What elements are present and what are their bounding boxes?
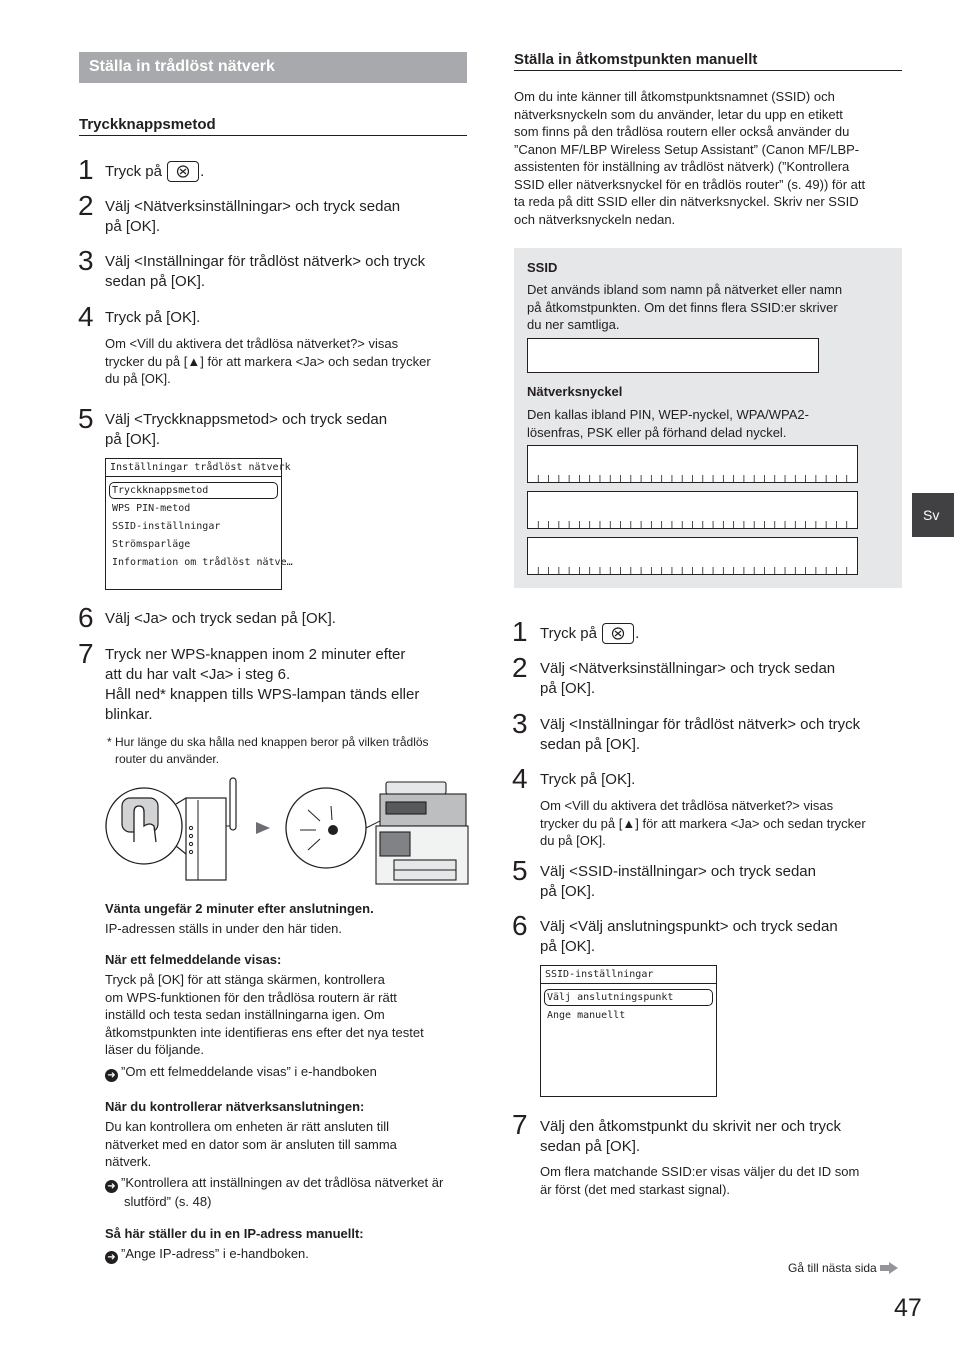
step-text [540, 659, 835, 699]
next-page-label: Gå till nästa sida [788, 1261, 877, 1275]
step-text-after: . [200, 163, 205, 180]
lcd-menu-item: Tryckknappsmetod [112, 485, 209, 496]
note-line: Om <Vill du aktivera det trådlösa nätverket?> visas [540, 798, 834, 813]
lcd-menu-item: Ange manuellt [547, 1010, 626, 1021]
section-banner [79, 52, 467, 83]
intro-line: och nätverksnyckeln nedan. [514, 211, 676, 227]
intro-line: ta reda på ditt SSID eller din nätverksnyckel. Skriv ner SSID [514, 194, 859, 209]
credentials-box [514, 248, 902, 588]
step-text-before: Tryck på [105, 163, 167, 180]
error-line: åtkomstpunkten inte identifieras ens efter det nya testet [105, 1024, 424, 1040]
reference-text: ”Om ett felmeddelande visas” i e-handboken [121, 1064, 377, 1079]
intro-text [514, 88, 865, 228]
step-number: 3 [78, 245, 94, 276]
step-text: Välj <Ja> och tryck sedan på [OK]. [105, 610, 336, 627]
step-line: Välj <Nätverksinställningar> och tryck sedan [540, 660, 836, 677]
step-line: på [OK]. [105, 218, 161, 235]
step-number: 1 [78, 154, 94, 185]
network-key-field-3[interactable] [527, 537, 858, 575]
lcd-menu-item: Strömsparläge [112, 539, 191, 550]
reference-text: slutförd” (s. 48) [124, 1194, 212, 1209]
step-line: på [OK]. [540, 883, 596, 900]
error-line: läser du följande. [105, 1042, 205, 1057]
step-number: 1 [512, 616, 528, 647]
key-field-ticks [528, 475, 857, 482]
subsection-heading: Ställa in åtkomstpunkten manuellt [514, 51, 902, 71]
key-line: Den kallas ibland PIN, WEP-nyckel, WPA/WPA2- [527, 407, 809, 422]
step-note [540, 797, 866, 850]
step-line: Välj <SSID-inställningar> och tryck sedan [540, 863, 816, 880]
error-line: inställd och testa sedan inställningarna igen. Om [105, 1007, 385, 1022]
step-line: sedan på [OK]. [540, 1138, 641, 1155]
key-field-ticks [528, 567, 857, 574]
printer-icon [376, 782, 468, 884]
step-line: Välj <Tryckknappsmetod> och tryck sedan [105, 411, 388, 428]
note-line: Om <Vill du aktivera det trådlösa nätverket?> visas [105, 336, 399, 351]
footnote-line: router du använder. [115, 751, 220, 766]
reference-arrow-icon: ➜ [105, 1251, 118, 1264]
ssid-line: på åtkomstpunkten. Om det finns flera SSID:er skriver [527, 299, 838, 315]
reference-text: ”Kontrollera att inställningen av det trådlösa nätverket är [121, 1175, 444, 1190]
key-line: lösenfras, PSK eller på förhand delad nyckel. [527, 424, 787, 440]
language-tab [912, 493, 954, 537]
step-line: på [OK]. [540, 938, 596, 955]
section-title: Ställa in trådlöst nätverk [89, 58, 275, 75]
step-line: Välj <Välj anslutningspunkt> och tryck sedan [540, 918, 838, 935]
step-number: 7 [78, 638, 94, 669]
network-key-field-2[interactable] [527, 491, 858, 529]
step-text [105, 645, 419, 725]
step-number: 4 [512, 763, 528, 794]
step-line: Välj den åtkomstpunkt du skrivit ner och tryck [540, 1118, 841, 1135]
network-key-field-1[interactable] [527, 445, 858, 483]
lcd-screen [540, 965, 717, 1097]
footnote [107, 734, 429, 767]
wait-title: Vänta ungefär 2 minuter efter anslutningen. [105, 901, 374, 916]
step-number: 6 [78, 602, 94, 633]
step-text: Tryck på [OK]. [540, 771, 636, 788]
step-text [105, 197, 400, 237]
note-line: du på [OK]. [105, 371, 171, 386]
step-text [105, 252, 425, 292]
error-text [105, 971, 424, 1059]
wps-illustration [104, 776, 470, 886]
step-number: 4 [78, 301, 94, 332]
ssid-title: SSID [527, 260, 558, 275]
lcd-header: Inställningar trådlöst nätverk [110, 462, 291, 473]
intro-line: Om du inte känner till åtkomstpunktsnamnet (SSID) och [514, 89, 835, 104]
step-number: 2 [512, 652, 528, 683]
hand-press-icon [106, 788, 182, 864]
network-key-description [527, 406, 809, 441]
step-number: 3 [512, 708, 528, 739]
language-tab-label: Sv [923, 507, 940, 523]
step-text [540, 715, 860, 755]
step-number: 6 [512, 910, 528, 941]
arrow-right-icon [880, 1262, 898, 1274]
step-text [540, 917, 838, 957]
reference-text: ”Ange IP-adress” i e-handboken. [121, 1246, 309, 1261]
check-text [105, 1118, 397, 1171]
ip-reference [105, 1245, 309, 1264]
settings-key-icon [602, 623, 634, 644]
step-line: på [OK]. [105, 431, 161, 448]
intro-line: nätverksnyckeln som du använder, letar du upp en etikett [514, 106, 843, 122]
reference-arrow-icon: ➜ [105, 1180, 118, 1193]
step-text [540, 862, 816, 902]
step-number: 2 [78, 190, 94, 221]
subsection-heading: Tryckknappsmetod [79, 116, 467, 136]
intro-line: som finns på den trådlösa routern eller också använder du [514, 124, 850, 139]
check-line: nätverket med en dator som är ansluten till samma [105, 1136, 397, 1152]
footnote-line: * Hur länge du ska hålla ned knappen beror på vilken trådlös [107, 735, 429, 749]
wait-text: IP-adressen ställs in under den här tiden. [105, 921, 343, 936]
check-reference [105, 1174, 443, 1211]
step-line: Välj <Nätverksinställningar> och tryck sedan [105, 198, 401, 215]
lcd-menu-item: Information om trådlöst nätve… [112, 557, 293, 568]
note-line: du på [OK]. [540, 833, 606, 848]
step-text [540, 1117, 841, 1157]
ssid-line: du ner samtliga. [527, 317, 620, 332]
arrow-right-icon [256, 822, 270, 834]
check-title: När du kontrollerar nätverksanslutningen: [105, 1099, 365, 1114]
step-line: blinkar. [105, 706, 153, 723]
error-title: När ett felmeddelande visas: [105, 952, 282, 967]
key-field-ticks [528, 521, 857, 528]
step-line: Välj <Inställningar för trådlöst nätverk> och tryck [105, 253, 426, 270]
note-line: trycker du på [▲] för att markera <Ja> och sedan trycker [540, 815, 866, 831]
step-text-after: . [635, 625, 640, 642]
step-number: 7 [512, 1109, 528, 1140]
step-number: 5 [512, 855, 528, 886]
step-line: att du har valt <Ja> i steg 6. [105, 666, 291, 683]
step-text [105, 410, 387, 450]
next-page-link[interactable] [788, 1261, 898, 1275]
lcd-menu-item: SSID-inställningar [112, 521, 221, 532]
note-line: är först (det med starkast signal). [540, 1181, 731, 1197]
step-line: Tryck ner WPS-knappen inom 2 minuter efter [105, 646, 406, 663]
intro-line: assistenten för inställning av trådlöst nätverk) (”Kontrollera [514, 159, 850, 174]
check-line: Du kan kontrollera om enheten är rätt ansluten till [105, 1119, 389, 1134]
step-note [540, 1163, 859, 1198]
network-key-title: Nätverksnyckel [527, 384, 623, 399]
router-icon [176, 778, 236, 880]
ssid-description [527, 281, 842, 334]
step-text-before: Tryck på [540, 625, 602, 642]
step-line: på [OK]. [540, 680, 596, 697]
error-reference [105, 1063, 377, 1082]
step-text [105, 161, 204, 182]
step-line: Välj <Inställningar för trådlöst nätverk> och tryck [540, 716, 861, 733]
intro-line: ”Canon MF/LBP Wireless Setup Assistant” (Canon MF/LBP- [514, 141, 860, 157]
step-note [105, 335, 431, 388]
error-line: om WPS-funktionen för den trådlösa routern är rätt [105, 989, 397, 1005]
lcd-header: SSID-inställningar [545, 969, 654, 980]
page-number: 47 [894, 1294, 922, 1322]
step-text [540, 623, 639, 644]
error-line: Tryck på [OK] för att stänga skärmen, kontrollera [105, 972, 385, 987]
lcd-screen [105, 458, 293, 590]
settings-key-icon [167, 161, 199, 182]
check-line: nätverk. [105, 1154, 152, 1169]
step-line: sedan på [OK]. [105, 273, 206, 290]
ssid-write-field[interactable] [527, 338, 819, 373]
note-line: trycker du på [▲] för att markera <Ja> och sedan trycker [105, 353, 431, 369]
intro-line: SSID eller nätverksnyckel för en trådlös router” (s. 49)) för att [514, 176, 866, 192]
lcd-menu-item: WPS PIN-metod [112, 503, 191, 514]
reference-arrow-icon: ➜ [105, 1069, 118, 1082]
step-number: 5 [78, 403, 94, 434]
note-line: Om flera matchande SSID:er visas väljer du det ID som [540, 1164, 860, 1179]
step-text: Tryck på [OK]. [105, 309, 201, 326]
ssid-line: Det används ibland som namn på nätverket eller namn [527, 282, 843, 297]
lcd-menu-item: Välj anslutningspunkt [547, 992, 674, 1003]
step-line: sedan på [OK]. [540, 736, 641, 753]
step-line: Håll ned* knappen tills WPS-lampan tänds eller [105, 686, 420, 703]
ip-title: Så här ställer du in en IP-adress manuellt: [105, 1226, 364, 1241]
